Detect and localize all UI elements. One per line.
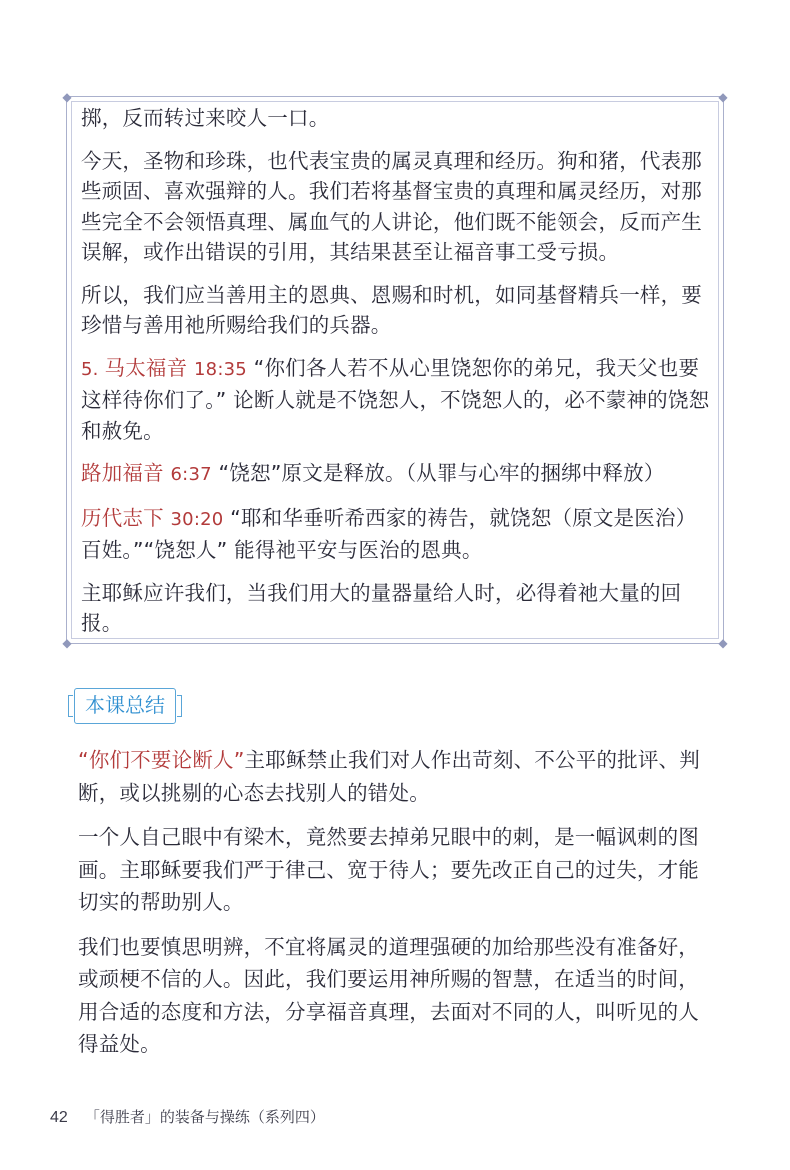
paragraph — [78, 744, 718, 809]
verse-reference: 6:37 — [170, 464, 212, 485]
book-name: 路加福音 — [81, 461, 164, 485]
verse-reference: 18:35 — [194, 358, 247, 380]
paragraph: 所以，我们应当善用主的恩典、恩赐和时机，如同基督精兵一样，要珍惜与善用祂所赐给我们的兵器。 — [81, 282, 702, 337]
paragraph: 掷，反而转过来咬人一口。 — [81, 106, 330, 130]
verse-paragraph — [81, 458, 711, 491]
verse-paragraph — [81, 503, 711, 566]
frame-corner-ornament: ◆ — [718, 90, 728, 104]
book-title: 「得胜者」的装备与操练（系列四） — [84, 1108, 325, 1126]
highlight-quote: “你们不要论断人” — [78, 748, 245, 772]
frame-corner-ornament: ◆ — [62, 636, 72, 650]
summary-section — [78, 744, 718, 1073]
list-number: 5. — [81, 358, 105, 380]
verse-reference: 30:20 — [170, 508, 224, 530]
paragraph-text: 主耶稣禁止我们对人作出苛刻、不公平的批评、判断，或以挑剔的心态去找别人的错处。 — [78, 748, 700, 805]
verse-text: “饶恕”原文是释放。（从罪与心牢的捆绑中释放） — [218, 461, 665, 485]
page-footer — [50, 1106, 325, 1127]
verse-text: “你们各人若不从心里饶恕你的弟兄，我天父也要这样待你们了。” 论断人就是不饶恕人，不饶恕人的，必不蒙神的饶恕和赦免。 — [81, 355, 710, 443]
verse-paragraph — [81, 353, 711, 447]
box-content — [81, 103, 711, 651]
paragraph: 主耶稣应许我们，当我们用大的量器量给人时，必得着祂大量的回报。 — [81, 580, 682, 635]
paragraph: 我们也要慎思明辨，不宜将属灵的道理强硬的加给那些没有准备好，或顽梗不信的人。因此，我们要运用神所赐的智慧，在适当的时间，用合适的态度和方法，分享福音真理，去面对不同的人，叫听见的人得益处。 — [78, 934, 699, 1056]
paragraph: 一个人自己眼中有梁木，竟然要去掉弟兄眼中的刺，是一幅讽刺的图画。主耶稣要我们严于律己、宽于待人；要先改正自己的过失，才能切实的帮助别人。 — [78, 825, 699, 914]
frame-corner-ornament: ◆ — [62, 90, 72, 104]
page-number: 42 — [50, 1109, 68, 1126]
book-name: 历代志下 — [81, 505, 164, 530]
frame-corner-ornament: ◆ — [718, 636, 728, 650]
book-name: 马太福音 — [104, 355, 188, 380]
paragraph: 今天，圣物和珍珠，也代表宝贵的属灵真理和经历。狗和猪，代表那些顽固、喜欢强辩的人。我们若将基督宝贵的真理和属灵经历，对那些完全不会领悟真理、属血气的人讲论，他们既不能领会，反而产生误解，或作出错误的引用，其结果甚至让福音事工受亏损。 — [81, 148, 702, 264]
section-tag: 本课总结 — [74, 688, 176, 724]
verse-text: “耶和华垂听希西家的祷告，就饶恕（原文是医治）百姓。”“饶恕人” 能得祂平安与医治的恩典。 — [81, 505, 697, 562]
scripture-box — [62, 90, 728, 650]
